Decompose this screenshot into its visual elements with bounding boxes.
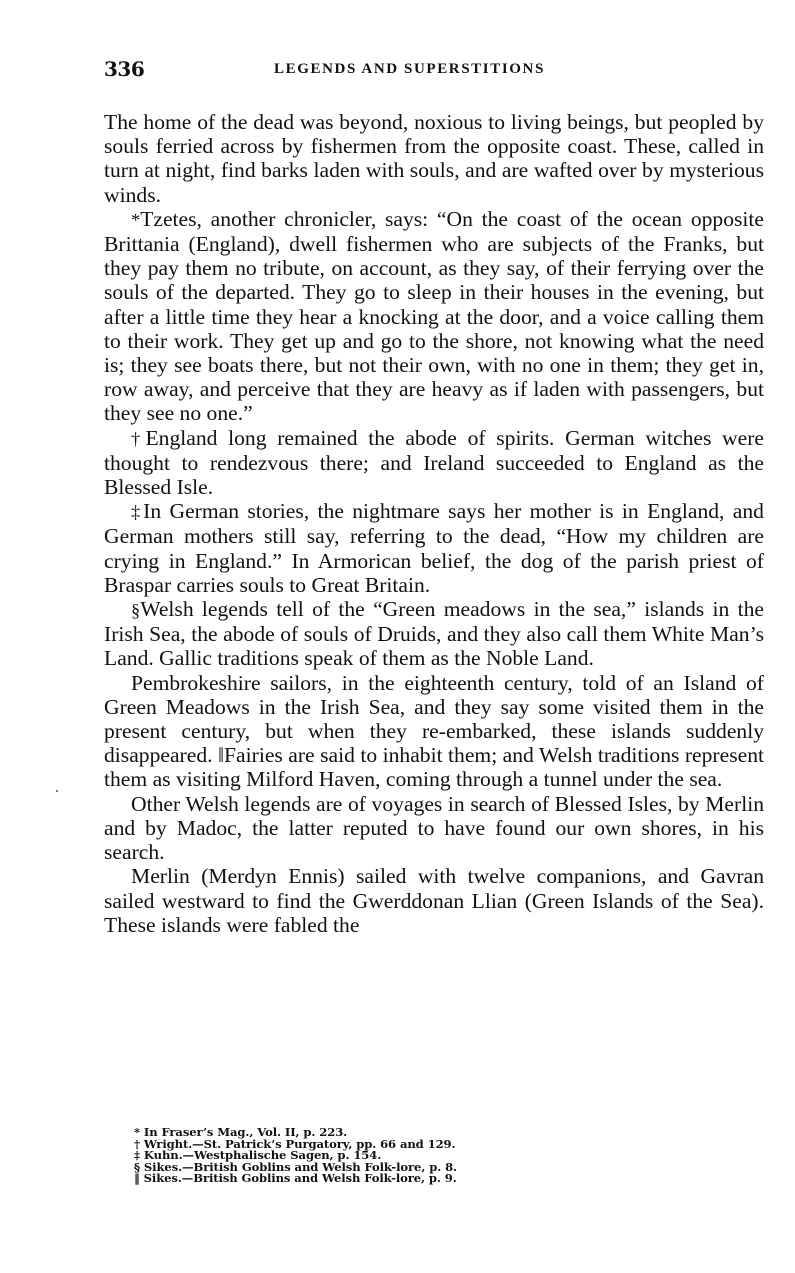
footnote-marker: * bbox=[134, 1125, 140, 1139]
footnote-marker: * bbox=[131, 209, 141, 230]
paragraph bbox=[104, 110, 764, 207]
footnote-marker: § bbox=[131, 600, 141, 621]
footnote-text: Kuhn.—Westphalische Sagen, p. 154. bbox=[143, 1148, 382, 1162]
paragraph bbox=[104, 671, 764, 792]
paragraph bbox=[104, 207, 764, 426]
paragraph bbox=[104, 426, 764, 500]
footnote-text: Wright.—St. Patrick’s Purgatory, pp. 66 and 129. bbox=[143, 1136, 456, 1151]
footnote-marker: ‡ bbox=[134, 1148, 140, 1162]
body-text bbox=[104, 110, 764, 937]
footnote-text: Sikes.—British Goblins and Welsh Folk-lore, p. 8. bbox=[143, 1159, 457, 1174]
footnote-marker: § bbox=[134, 1159, 140, 1174]
paragraph-text: Tzetes, another chronicler, says: “On the coast of the ocean opposite Brittania (England), dwell fishermen who are subjects of the Franks, but they pay them no tribute, on account, as they say, of their ferrying over the souls of the departed. They go to sleep in their houses in the evening, but after a little time they hear a knocking at the door, and a voice calling them to their work. They get up and go to the shore, not knowing what the need is; they see boats there, but not their own, with no one in them; they get in, row away, and perceive that they are heavy as if laden with passengers, but they see no one.” bbox=[104, 206, 764, 426]
scan-speck bbox=[56, 790, 58, 792]
paragraph bbox=[104, 597, 764, 671]
running-title: LEGENDS AND SUPERSTITIONS bbox=[274, 61, 545, 77]
paragraph-text: Welsh legends tell of the “Green meadows in the sea,” islands in the Irish Sea, the abode of souls of Druids, and they also call them White Man’s Land. Gallic traditions speak of them as the Noble Land. bbox=[104, 597, 764, 671]
paragraph-text: Other Welsh legends are of voyages in search of Blessed Isles, by Merlin and by Madoc, the latter reputed to have found our own shores, in his search. bbox=[104, 791, 764, 865]
paragraph bbox=[104, 499, 764, 597]
footnote bbox=[134, 1173, 594, 1185]
paragraph-text: In German stories, the nightmare says her mother is in England, and German mothers still say, referring to the dead, “How my children are crying in England.” In Armorican belief, the dog of the parish priest of Braspar carries souls to Great Britain. bbox=[104, 499, 764, 597]
page-number: 336 bbox=[104, 57, 145, 81]
footnote-marker: ‡ bbox=[131, 502, 144, 523]
footnotes bbox=[134, 1127, 594, 1185]
footnote-marker: † bbox=[131, 428, 146, 449]
paragraph-text: Merlin (Merdyn Ennis) sailed with twelve companions, and Gavran sailed westward to find the Gwerddonan Llian (Green Islands of the Sea). These islands were fabled the bbox=[104, 864, 764, 937]
footnote-marker: ‖ bbox=[134, 1171, 140, 1185]
footnote-text: Sikes.—British Goblins and Welsh Folk-lore, p. 9. bbox=[143, 1171, 457, 1185]
paragraph bbox=[104, 864, 764, 937]
page-header bbox=[104, 57, 764, 83]
paragraph bbox=[104, 792, 764, 865]
paragraph-text: England long remained the abode of spirits. German witches were thought to rendezvous there; and Ireland succeeded to England as the Blessed Isle. bbox=[104, 425, 764, 500]
paragraph-text: The home of the dead was beyond, noxious to living beings, but peopled by souls ferried across by fishermen from the opposite coast. These, called in turn at night, find barks laden with souls, and are wafted over by mysterious winds. bbox=[104, 110, 764, 207]
footnote-text: In Fraser’s Mag., Vol. II, p. 223. bbox=[143, 1125, 348, 1139]
paragraph-text: Pembrokeshire sailors, in the eighteenth century, told of an Island of Green Meadows in the Irish Sea, and they say some visited them in the present century, but when they re-embarked, these islands suddenly disappeared. ‖Fairies are said to inhabit them; and Welsh traditions represent them as visiting Milford Haven, coming through a tunnel under the sea. bbox=[104, 670, 764, 792]
footnote-marker: † bbox=[134, 1136, 140, 1151]
